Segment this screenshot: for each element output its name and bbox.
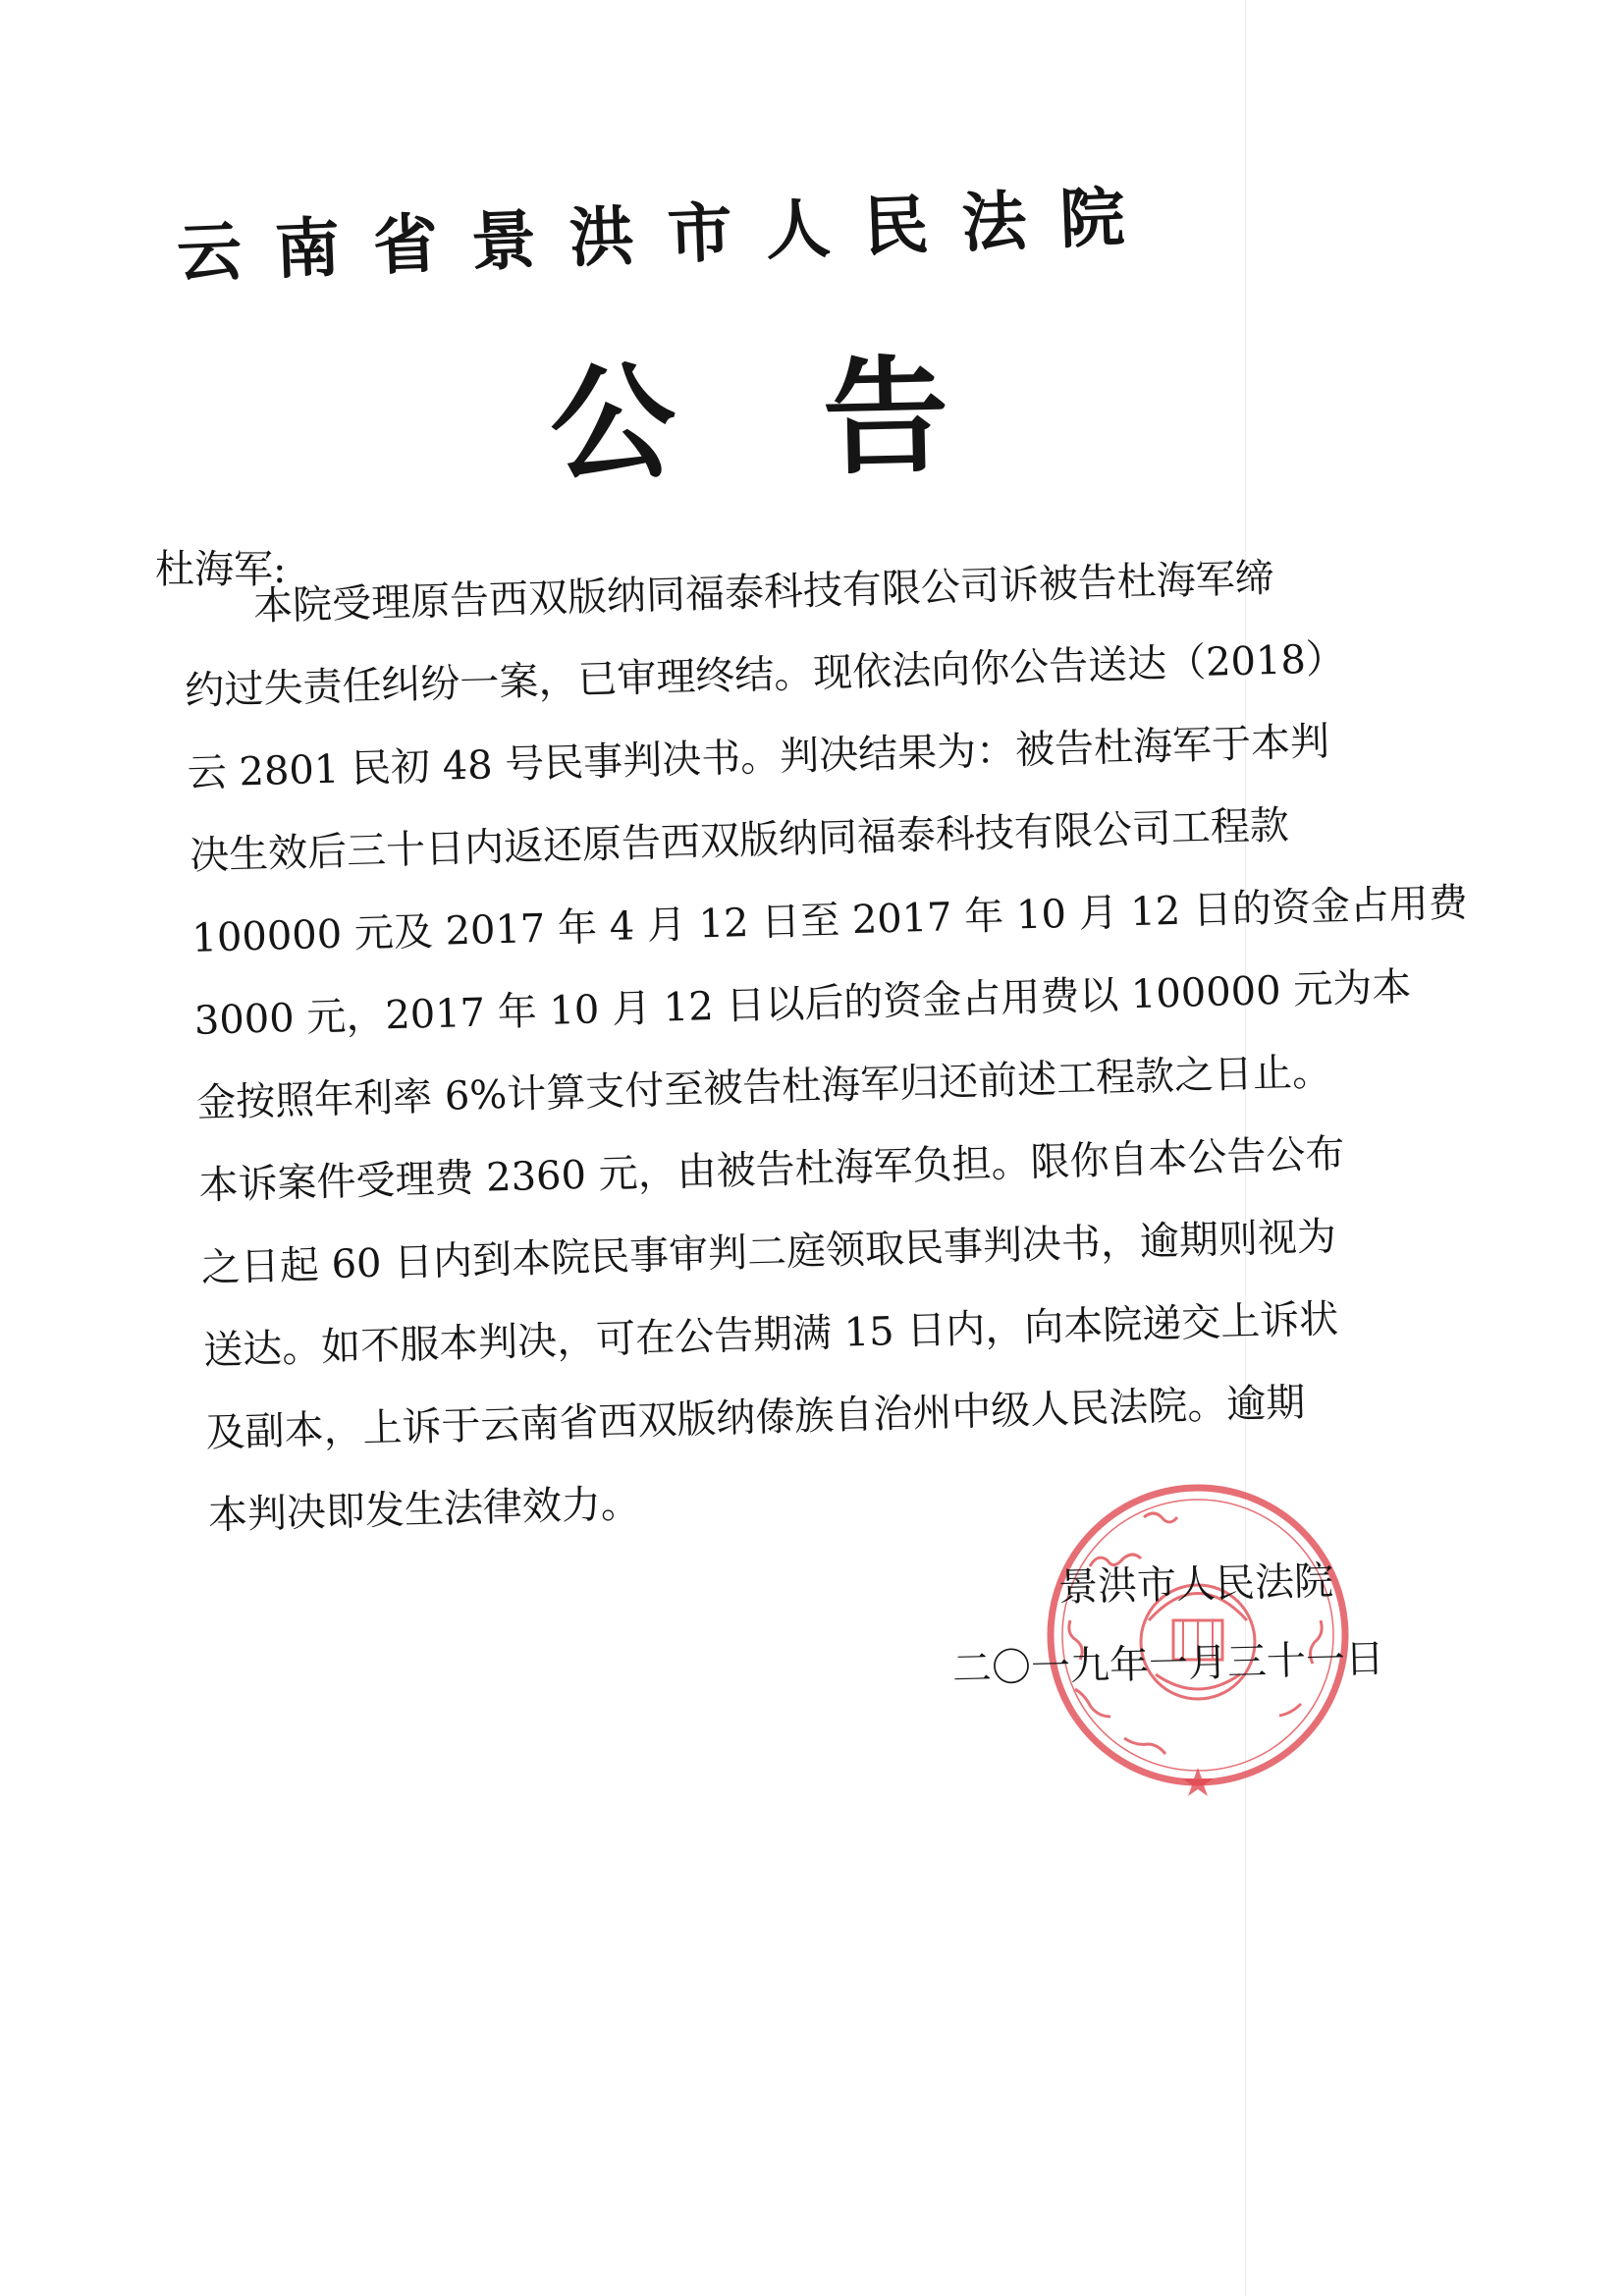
body-line: 本诉案件受理费 2360 元，由被告杜海军负担。限你自本公告公布 [197,1131,1346,1209]
body-line: 金按照年利率 6%计算支付至被告杜海军归还前述工程款之日止。 [195,1049,1332,1126]
signature-court-name: 景洪市人民法院 [1057,1558,1334,1611]
notice-body [182,534,1469,1557]
body-line: 及副本，上诉于云南省西双版纳傣族自治州中级人民法院。逾期 [204,1380,1306,1456]
document-title: 公告 [548,339,1098,499]
body-line: 本判决即发生法律效力。 [207,1481,641,1539]
body-line: 之日起 60 日内到本院民事审判二庭领取民事判决书，逾期则视为 [200,1214,1337,1291]
signature-date: 二〇一九年一月三十一日 [951,1636,1385,1692]
body-line: 本院受理原告西双版纳同福泰科技有限公司诉被告杜海军缔 [252,555,1275,629]
body-line: 决生效后三十日内返还原告西双版纳同福泰科技有限公司工程款 [189,802,1290,879]
addressee: 杜海军: [155,547,287,592]
court-name-heading: 云南省景洪市人民法院 [175,177,1160,292]
body-line: 约过失责任纠纷一案，已审理终结。现依法向你公告送达（2018） [184,635,1346,714]
body-line: 100000 元及 2017 年 4 月 12 日至 2017 年 10 月 12 日的资金占用费 [190,880,1469,961]
body-line: 送达。如不服本判决，可在公告期满 15 日内，向本院递交上诉状 [202,1296,1339,1374]
body-line: 云 2801 民初 48 号民事判决书。判决结果为：被告杜海军于本判 [187,719,1330,796]
body-line: 3000 元，2017 年 10 月 12 日以后的资金占用费以 100000 元为本 [193,964,1412,1044]
